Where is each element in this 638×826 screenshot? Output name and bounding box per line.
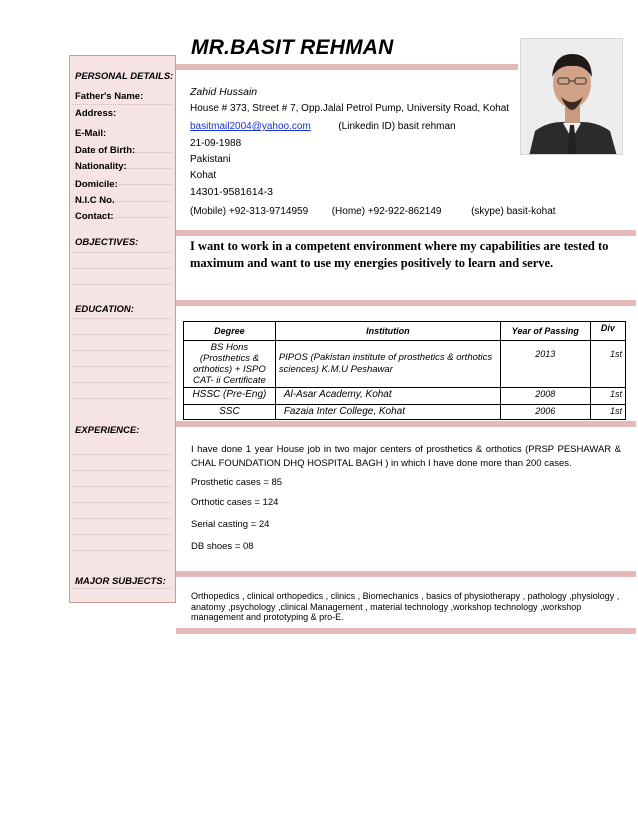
- email-row: [190, 121, 456, 132]
- degree-cell: SSC: [184, 405, 276, 420]
- label-personal-details: PERSONAL DETAILS:: [75, 71, 174, 82]
- label-contact: Contact:: [75, 211, 114, 222]
- address-value: House # 373, Street # 7, Opp.Jalal Petrol Pump, University Road, Kohat: [190, 103, 510, 114]
- div-cell: 1st: [590, 341, 625, 388]
- year-cell: 2008: [500, 388, 590, 405]
- major-subjects-text: Orthopedics , clinical orthopedics , clinics , Biomechanics , basics of physiotherapy , pathology ,physiology , anatomy ,psychology ,clinical Management , material technology ,workshop technology ,workshop management and prototyping & pro-E.: [191, 591, 620, 622]
- institution-cell: PIPOS (Pakistan institute of prosthetics & orthotics sciences) K.M.U Peshawar: [275, 341, 500, 388]
- year-cell: 2013: [500, 341, 590, 388]
- label-nic: N.I.C No.: [75, 195, 115, 206]
- div-cell: 1st: [590, 388, 625, 405]
- mobile-value: (Mobile) +92-313-9714959: [190, 206, 309, 217]
- education-table: [183, 321, 626, 420]
- degree-cell: BS Hons (Prosthetics & orthotics) + ISPO CAT- ii Certificate: [184, 341, 276, 388]
- label-dob: Date of Birth:: [75, 145, 136, 156]
- profile-photo: [520, 38, 623, 155]
- education-band: [176, 300, 636, 306]
- label-email: E-Mail:: [75, 128, 107, 139]
- col-degree: Degree: [184, 322, 276, 341]
- col-div: Div: [590, 322, 625, 341]
- linkedin-value: (Linkedin ID) basit rehman: [338, 121, 456, 132]
- dob-value: 21-09-1988: [190, 138, 242, 149]
- label-major-subjects: MAJOR SUBJECTS:: [75, 576, 166, 587]
- nationality-value: Pakistani: [190, 154, 231, 165]
- nic-value: 14301-9581614-3: [190, 186, 273, 198]
- institution-cell: Fazaia Inter College, Kohat: [275, 405, 500, 420]
- label-experience: EXPERIENCE:: [75, 425, 140, 436]
- domicile-value: Kohat: [190, 170, 217, 181]
- education-header-row: [184, 322, 626, 341]
- label-objectives: OBJECTIVES:: [75, 237, 139, 248]
- major-subjects-band: [176, 571, 636, 577]
- person-silhouette-icon: [521, 39, 623, 155]
- experience-item: DB shoes = 08: [191, 541, 254, 552]
- footer-band: [176, 628, 636, 634]
- table-row: [184, 341, 626, 388]
- fathers-name-value: Zahid Hussain: [190, 86, 258, 98]
- label-education: EDUCATION:: [75, 304, 134, 315]
- objective-text: I want to work in a competent environment where my capabilities are tested to maximum and want to use my energies positively to learn and serve.: [190, 239, 609, 270]
- experience-item: Prosthetic cases = 85: [191, 477, 283, 488]
- div-cell: 1st: [590, 405, 625, 420]
- email-link[interactable]: basitmail2004@yahoo.com: [190, 121, 311, 132]
- skype-value: (skype) basit-kohat: [471, 206, 556, 217]
- label-domicile: Domicile:: [75, 179, 118, 190]
- table-row: [184, 388, 626, 405]
- institution-cell: Al-Asar Academy, Kohat: [275, 388, 500, 405]
- experience-item: Orthotic cases = 124: [191, 497, 279, 508]
- col-institution: Institution: [275, 322, 500, 341]
- degree-cell: HSSC (Pre-Eng): [184, 388, 276, 405]
- label-fathers-name: Father's Name:: [75, 91, 144, 102]
- experience-band: [176, 421, 636, 427]
- label-address: Address:: [75, 108, 117, 119]
- col-year: Year of Passing: [500, 322, 590, 341]
- page-title: MR.BASIT REHMAN: [191, 36, 394, 59]
- year-cell: 2006: [500, 405, 590, 420]
- contact-row: [190, 206, 556, 217]
- experience-summary: I have done 1 year House job in two major centers of prosthetics & orthotics (PRSP PESHAWAR & CHAL FOUNDATION DHQ HOSPITAL BAGH ) in which I have done more than 200 cases.: [191, 444, 621, 469]
- experience-item: Serial casting = 24: [191, 519, 270, 530]
- label-nationality: Nationality:: [75, 161, 127, 172]
- home-phone-value: (Home) +92-922-862149: [331, 206, 442, 217]
- table-row: [184, 405, 626, 420]
- header-band: [176, 64, 518, 70]
- objectives-band: [176, 230, 636, 236]
